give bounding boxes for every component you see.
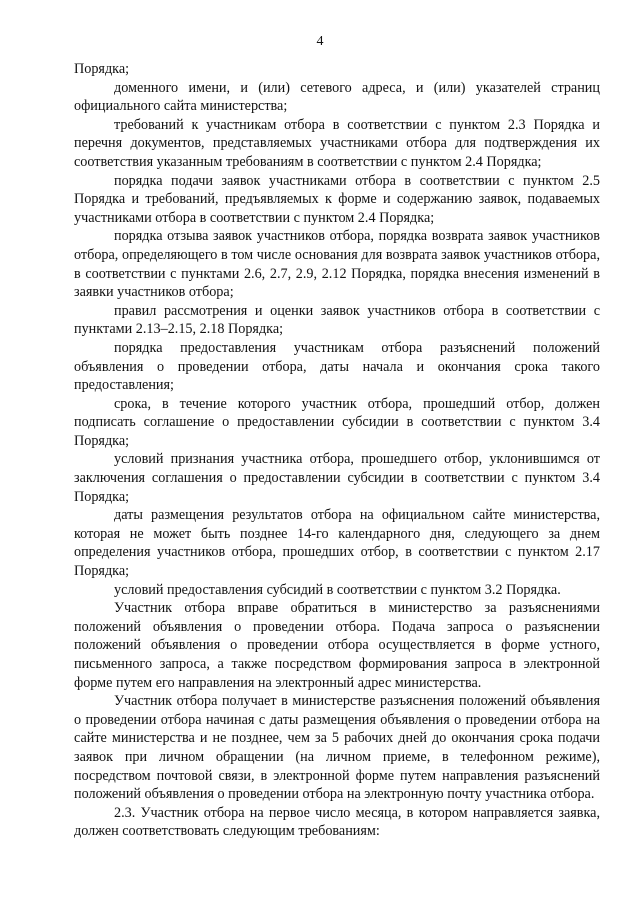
paragraph: Участник отбора получает в министерстве разъяснения положений объявления о проведении отбора начиная с даты размещения объявления о проведении отбора на сайте министерства и не позднее, чем за 5 рабочих дней до окончания срока подачи заявок при личном обращении (на личном приеме, в телефонном режиме), посредством почтовой связи, в электронной форме путем направления разъяснений положений объявления о проведении отбора на электронную почту участника отбора. [74,693,600,803]
paragraph: условий предоставления субсидий в соответствии с пунктом 3.2 Порядка. [114,581,561,598]
paragraph: даты размещения результатов отбора на официальном сайте министерства, которая не может быть позднее 14-го календарного дня, следующего за днем определения участников отбора, прошедших отбор, в соответствии с пунктом 2.17 Порядка; [74,507,600,580]
paragraph: правил рассмотрения и оценки заявок участников отбора в соответствии с пунктами 2.13–2.15, 2.18 Порядка; [74,302,600,338]
paragraph: Участник отбора вправе обратиться в министерство за разъяснениями положений объявления о проведении отбора. Подача запроса о разъяснении положений объявления о проведении отбора осуществляется в форме устного, письменного запроса, а также посредством формирования запроса в электронной форме путем его направления на электронный адрес министерства. [74,600,600,691]
document-body [74,60,600,841]
paragraph: доменного имени, и (или) сетевого адреса, и (или) указателей страниц официального сайта министерства; [74,79,600,115]
paragraph: срока, в течение которого участник отбора, прошедший отбор, должен подписать соглашение о предоставлении субсидии в соответствии с пунктом 3.4 Порядка; [74,395,600,449]
page-number: 4 [316,34,324,49]
paragraph: условий признания участника отбора, прошедшего отбор, уклонившимся от заключения соглашения о предоставлении субсидии в соответствии с пунктом 3.4 Порядка; [74,451,600,505]
section-paragraph: 2.3. Участник отбора на первое число месяца, в котором направляется заявка, должен соответствовать следующим требованиям: [74,804,600,840]
paragraph: порядка предоставления участникам отбора разъяснений положений объявления о проведении отбора, даты начала и окончания срока такого предоставления; [74,339,600,394]
paragraph: порядка подачи заявок участниками отбора в соответствии с пунктом 2.5 Порядка и требований, предъявляемых к форме и содержанию заявок, подаваемых участниками отбора в соответствии с пунктом 2.4 Порядка; [74,172,600,226]
paragraph: порядка отзыва заявок участников отбора, порядка возврата заявок участников отбора, определяющего в том числе основания для возврата заявок участников отбора, в соответствии с пунктами 2.6, 2.7, 2.9, 2.12 Порядка, порядка внесения изменений в заявки участников отбора; [74,228,600,301]
paragraph: требований к участникам отбора в соответствии с пунктом 2.3 Порядка и перечня документов, представляемых участниками отбора для подтверждения их соответствия указанным требованиям в соответствии с пунктом 2.4 Порядка; [74,116,600,170]
paragraph-continuation: Порядка; [74,61,130,77]
